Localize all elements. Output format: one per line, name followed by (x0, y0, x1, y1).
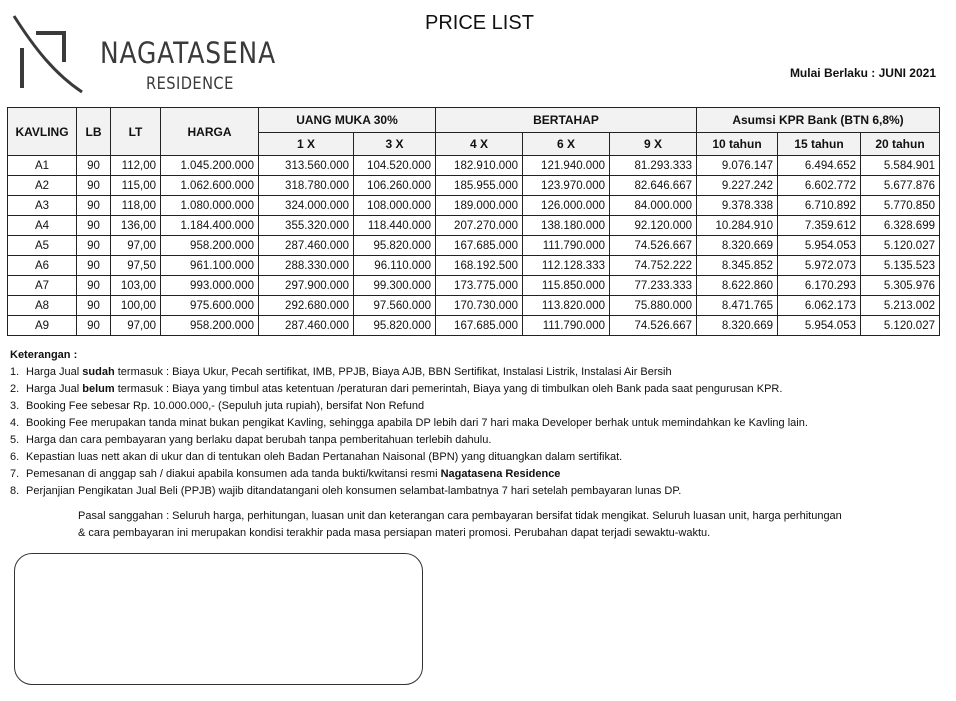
header-bertahap: BERTAHAP (436, 108, 697, 133)
cell-b9: 74.526.667 (610, 236, 697, 256)
note-number: 3. (10, 400, 20, 412)
note-number: 1. (10, 366, 20, 378)
cell-um3: 104.520.000 (354, 156, 436, 176)
cell-harga: 958.200.000 (161, 236, 259, 256)
note-number: 2. (10, 383, 20, 395)
note-item (10, 483, 808, 500)
nagatasena-logo-icon (10, 14, 90, 94)
note-item (10, 449, 808, 466)
cell-k20: 5.770.850 (861, 196, 940, 216)
cell-um3: 106.260.000 (354, 176, 436, 196)
note-number: 5. (10, 434, 20, 446)
cell-lb: 90 (77, 176, 111, 196)
cell-lb: 90 (77, 316, 111, 336)
cell-um1: 355.320.000 (259, 216, 354, 236)
cell-b6: 115.850.000 (523, 276, 610, 296)
note-item (10, 432, 808, 449)
cell-harga: 1.045.200.000 (161, 156, 259, 176)
cell-um3: 99.300.000 (354, 276, 436, 296)
notes-section (10, 347, 808, 500)
cell-lt: 118,00 (111, 196, 161, 216)
cell-um1: 287.460.000 (259, 236, 354, 256)
header-lb: LB (77, 108, 111, 156)
note-number: 4. (10, 417, 20, 429)
cell-um3: 95.820.000 (354, 236, 436, 256)
cell-um1: 324.000.000 (259, 196, 354, 216)
note-text-bold: Nagatasena Residence (440, 468, 561, 480)
disclaimer-line-1: Pasal sanggahan : Seluruh harga, perhitungan, luasan unit dan keterangan cara pembayaran bersifat tidak mengikat. Seluruh luasan unit, harga perhitungan (78, 510, 842, 522)
cell-harga: 993.000.000 (161, 276, 259, 296)
cell-um1: 297.900.000 (259, 276, 354, 296)
cell-lt: 112,00 (111, 156, 161, 176)
cell-b9: 75.880.000 (610, 296, 697, 316)
header-kavling: KAVLING (8, 108, 77, 156)
cell-kavling: A9 (8, 316, 77, 336)
cell-b9: 77.233.333 (610, 276, 697, 296)
cell-b9: 82.646.667 (610, 176, 697, 196)
page-title: PRICE LIST (425, 12, 534, 34)
table-row (8, 216, 940, 236)
brand-name: NAGATASENA (100, 36, 277, 70)
cell-um1: 287.460.000 (259, 316, 354, 336)
brand-subtitle: RESIDENCE (146, 74, 234, 94)
header-lt: LT (111, 108, 161, 156)
cell-lb: 90 (77, 196, 111, 216)
cell-k10: 9.227.242 (697, 176, 778, 196)
header-harga: HARGA (161, 108, 259, 156)
cell-kavling: A3 (8, 196, 77, 216)
cell-lt: 97,50 (111, 256, 161, 276)
cell-harga: 1.062.600.000 (161, 176, 259, 196)
cell-k10: 8.471.765 (697, 296, 778, 316)
cell-harga: 1.184.400.000 (161, 216, 259, 236)
subheader-1x: 1 X (259, 133, 354, 156)
cell-k15: 6.602.772 (778, 176, 861, 196)
cell-kavling: A7 (8, 276, 77, 296)
note-item (10, 364, 808, 381)
disclaimer-line-2: & cara pembayaran ini merupakan kondisi terakhir pada masa persiapan materi promosi. Perubahan dapat terjadi sewaktu-waktu. (78, 527, 711, 539)
cell-b4: 167.685.000 (436, 236, 523, 256)
note-text-pre: Harga Jual (26, 383, 83, 395)
cell-um3: 108.000.000 (354, 196, 436, 216)
cell-um1: 292.680.000 (259, 296, 354, 316)
notes-list (10, 364, 808, 500)
note-text-pre: Kepastian luas nett akan di ukur dan di tentukan oleh Badan Pertanahan Naisonal (BPN) yang dituangkan dalam sertifikat. (26, 451, 623, 463)
cell-lt: 97,00 (111, 236, 161, 256)
note-text (26, 398, 424, 415)
cell-k15: 6.710.892 (778, 196, 861, 216)
note-text-post: termasuk : Biaya Ukur, Pecah sertifikat, IMB, PPJB, Biaya AJB, BBN Sertifikat, Instalasi Listrik, Instalasi Air Bersih (114, 366, 672, 378)
cell-k20: 5.305.976 (861, 276, 940, 296)
cell-b4: 182.910.000 (436, 156, 523, 176)
cell-k10: 8.320.669 (697, 236, 778, 256)
note-text-bold: belum (82, 383, 115, 395)
cell-k20: 5.120.027 (861, 316, 940, 336)
cell-b6: 123.970.000 (523, 176, 610, 196)
cell-kavling: A2 (8, 176, 77, 196)
cell-k15: 5.954.053 (778, 316, 861, 336)
disclaimer (78, 508, 948, 542)
cell-k15: 5.972.073 (778, 256, 861, 276)
note-text (26, 381, 782, 398)
note-item (10, 398, 808, 415)
note-text-post: termasuk : Biaya yang timbul atas ketentuan /peraturan dari pemerintah, Biaya yang di timbulkan oleh Bank pada saat pengurusan KPR. (114, 383, 783, 395)
cell-k10: 10.284.910 (697, 216, 778, 236)
table-row (8, 236, 940, 256)
cell-lb: 90 (77, 256, 111, 276)
header-kpr: Asumsi KPR Bank (BTN 6,8%) (697, 108, 940, 133)
subheader-3x: 3 X (354, 133, 436, 156)
price-table (7, 107, 940, 336)
brand-logo (10, 14, 290, 94)
note-item (10, 415, 808, 432)
cell-b6: 111.790.000 (523, 236, 610, 256)
cell-um3: 95.820.000 (354, 316, 436, 336)
cell-b9: 74.526.667 (610, 316, 697, 336)
subheader-4x: 4 X (436, 133, 523, 156)
cell-b9: 92.120.000 (610, 216, 697, 236)
note-text (26, 415, 808, 432)
cell-k15: 6.062.173 (778, 296, 861, 316)
note-text-pre: Perjanjian Pengikatan Jual Beli (PPJB) wajib ditandatangani oleh konsumen selambat-lambatnya 7 hari setelah pembayaran lunas DP. (26, 485, 682, 497)
effective-date: Mulai Berlaku : JUNI 2021 (789, 66, 936, 80)
cell-b4: 173.775.000 (436, 276, 523, 296)
cell-lt: 100,00 (111, 296, 161, 316)
subheader-9x: 9 X (610, 133, 697, 156)
cell-harga: 975.600.000 (161, 296, 259, 316)
cell-k20: 6.328.699 (861, 216, 940, 236)
cell-k15: 5.954.053 (778, 236, 861, 256)
cell-k15: 6.170.293 (778, 276, 861, 296)
note-text (26, 449, 622, 466)
subheader-20-tahun: 20 tahun (861, 133, 940, 156)
cell-b4: 207.270.000 (436, 216, 523, 236)
cell-kavling: A4 (8, 216, 77, 236)
note-item (10, 381, 808, 398)
table-row (8, 256, 940, 276)
note-text (26, 432, 491, 449)
cell-lt: 136,00 (111, 216, 161, 236)
note-text (26, 466, 560, 483)
subheader-10-tahun: 10 tahun (697, 133, 778, 156)
cell-b6: 111.790.000 (523, 316, 610, 336)
cell-um1: 313.560.000 (259, 156, 354, 176)
note-text-pre: Booking Fee merupakan tanda minat bukan pengikat Kavling, sehingga apabila DP lebih dari 7 hari maka Developer berhak untuk memindahkan ke Kavling lain. (26, 417, 808, 429)
cell-b9: 81.293.333 (610, 156, 697, 176)
table-row (8, 316, 940, 336)
subheader-6x: 6 X (523, 133, 610, 156)
cell-b6: 126.000.000 (523, 196, 610, 216)
cell-k15: 6.494.652 (778, 156, 861, 176)
note-text-bold: sudah (82, 366, 115, 378)
cell-b4: 185.955.000 (436, 176, 523, 196)
table-row (8, 176, 940, 196)
cell-b9: 74.752.222 (610, 256, 697, 276)
cell-um3: 118.440.000 (354, 216, 436, 236)
cell-lb: 90 (77, 296, 111, 316)
cell-um1: 288.330.000 (259, 256, 354, 276)
subheader-15-tahun: 15 tahun (778, 133, 861, 156)
header-uang-muka: UANG MUKA 30% (259, 108, 436, 133)
table-row (8, 196, 940, 216)
note-text (26, 483, 681, 500)
cell-lt: 97,00 (111, 316, 161, 336)
cell-k10: 8.622.860 (697, 276, 778, 296)
cell-b4: 170.730.000 (436, 296, 523, 316)
cell-b4: 167.685.000 (436, 316, 523, 336)
cell-k10: 8.320.669 (697, 316, 778, 336)
cell-k10: 9.378.338 (697, 196, 778, 216)
cell-b6: 121.940.000 (523, 156, 610, 176)
cell-lt: 115,00 (111, 176, 161, 196)
table-row (8, 296, 940, 316)
cell-um3: 97.560.000 (354, 296, 436, 316)
cell-b6: 113.820.000 (523, 296, 610, 316)
cell-kavling: A5 (8, 236, 77, 256)
note-text-pre: Pemesanan di anggap sah / diakui apabila konsumen ada tanda bukti/kwitansi resmi (26, 468, 441, 480)
cell-b6: 138.180.000 (523, 216, 610, 236)
table-row (8, 276, 940, 296)
cell-k20: 5.584.901 (861, 156, 940, 176)
cell-b9: 84.000.000 (610, 196, 697, 216)
cell-lb: 90 (77, 236, 111, 256)
cell-b6: 112.128.333 (523, 256, 610, 276)
cell-k20: 5.213.002 (861, 296, 940, 316)
cell-harga: 961.100.000 (161, 256, 259, 276)
cell-lb: 90 (77, 156, 111, 176)
cell-harga: 1.080.000.000 (161, 196, 259, 216)
cell-b4: 168.192.500 (436, 256, 523, 276)
cell-lt: 103,00 (111, 276, 161, 296)
table-row (8, 156, 940, 176)
note-text (26, 364, 672, 381)
cell-kavling: A8 (8, 296, 77, 316)
cell-k10: 8.345.852 (697, 256, 778, 276)
cell-k10: 9.076.147 (697, 156, 778, 176)
note-text-pre: Harga dan cara pembayaran yang berlaku dapat berubah tanpa pemberitahuan terlebih dahulu. (26, 434, 492, 446)
blank-rounded-box (14, 553, 423, 685)
note-text-pre: Booking Fee sebesar Rp. 10.000.000,- (Sepuluh juta rupiah), bersifat Non Refund (26, 400, 425, 412)
cell-kavling: A1 (8, 156, 77, 176)
cell-k20: 5.120.027 (861, 236, 940, 256)
cell-harga: 958.200.000 (161, 316, 259, 336)
cell-b4: 189.000.000 (436, 196, 523, 216)
cell-um3: 96.110.000 (354, 256, 436, 276)
cell-um1: 318.780.000 (259, 176, 354, 196)
cell-lb: 90 (77, 276, 111, 296)
cell-kavling: A6 (8, 256, 77, 276)
note-number: 8. (10, 485, 20, 497)
note-item (10, 466, 808, 483)
cell-k20: 5.677.876 (861, 176, 940, 196)
cell-lb: 90 (77, 216, 111, 236)
note-number: 7. (10, 468, 20, 480)
note-text-pre: Harga Jual (26, 366, 83, 378)
notes-heading: Keterangan : (10, 349, 78, 361)
cell-k15: 7.359.612 (778, 216, 861, 236)
cell-k20: 5.135.523 (861, 256, 940, 276)
note-number: 6. (10, 451, 20, 463)
